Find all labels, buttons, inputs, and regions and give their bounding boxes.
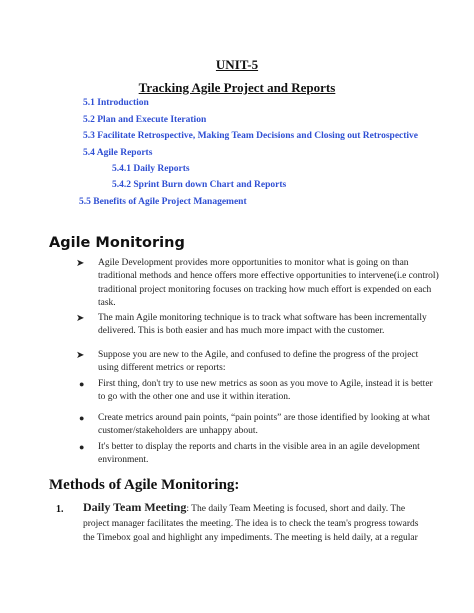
arrow-bullet-icon: ➤ — [76, 313, 85, 324]
toc-item-5-1[interactable]: 5.1 Introduction — [83, 98, 149, 108]
dot-bullet-icon: ● — [79, 442, 85, 452]
text-line: to go with the other one and use it within iteration. — [98, 392, 291, 403]
document-title: Tracking Agile Project and Reports — [138, 80, 336, 95]
toc-item-5-3[interactable]: 5.3 Facilitate Retrospective, Making Team Decisions and Closing out Retrospective — [83, 131, 419, 141]
section-heading-methods: Methods of Agile Monitoring: — [49, 477, 240, 493]
text-line: It's better to display the reports and charts in the visible area in an agile development — [98, 442, 420, 452]
toc-item-5-4[interactable]: 5.4 Agile Reports — [83, 148, 153, 158]
toc-item-5-2[interactable]: 5.2 Plan and Execute Iteration — [83, 115, 207, 125]
arrow-point-1 — [98, 257, 439, 310]
text-line: using different metrics or reports: — [98, 363, 226, 374]
section-heading-agile-monitoring: Agile Monitoring — [49, 235, 185, 251]
text-line: environment. — [98, 455, 149, 466]
bullet-point-2 — [98, 412, 430, 439]
bullet-point-3 — [98, 441, 420, 468]
bullet-point-1 — [98, 378, 433, 405]
text-line: traditional project monitoring focuses on tracking how much effort is expended on each — [98, 284, 432, 295]
dot-bullet-icon: ● — [79, 379, 85, 389]
arrow-point-3 — [98, 349, 418, 376]
text-line-part: : The daily Team Meeting is focused, short and daily. The — [186, 504, 406, 514]
toc-item-5-4-2[interactable]: 5.4.2 Sprint Burn down Chart and Reports — [112, 180, 287, 190]
text-line: project manager facilitates the meeting. The idea is to check the team's progress towards — [83, 518, 419, 529]
arrow-bullet-icon: ➤ — [76, 350, 85, 361]
text-line: Create metrics around pain points, “pain points” are those identified by looking at what — [98, 413, 430, 423]
text-line: traditional methods and hence offers more effective opportunities to intervene(i.e control) — [98, 271, 439, 282]
list-number: 1. — [56, 504, 64, 515]
text-line: First thing, don't try to use new metrics as soon as you move to Agile, instead it is better — [98, 379, 433, 389]
dot-bullet-icon: ● — [79, 413, 85, 423]
method-title: Daily Team Meeting — [83, 500, 187, 514]
text-line: Suppose you are new to the Agile, and confused to define the progress of the project — [98, 350, 419, 360]
arrow-bullet-icon: ➤ — [76, 258, 85, 269]
text-line: delivered. This is both easier and has much more impact with the customer. — [98, 326, 385, 337]
text-line: Agile Development provides more opportunities to monitor what is going on than — [98, 258, 409, 268]
text-line: the Timebox goal and highlight any impediments. The meeting is held daily, at a regular — [83, 533, 418, 543]
text-line: The main Agile monitoring technique is to track what software has been incrementally — [98, 313, 427, 323]
unit-title: UNIT-5 — [215, 57, 259, 72]
text-line — [83, 500, 419, 517]
toc-item-5-5[interactable]: 5.5 Benefits of Agile Project Management — [79, 197, 247, 207]
arrow-point-2 — [98, 312, 427, 339]
toc-item-5-4-1[interactable]: 5.4.1 Daily Reports — [112, 164, 190, 174]
text-line: customer/stakeholders are unhappy about. — [98, 426, 258, 437]
method-item-1 — [83, 500, 419, 546]
text-line: task. — [98, 297, 116, 308]
